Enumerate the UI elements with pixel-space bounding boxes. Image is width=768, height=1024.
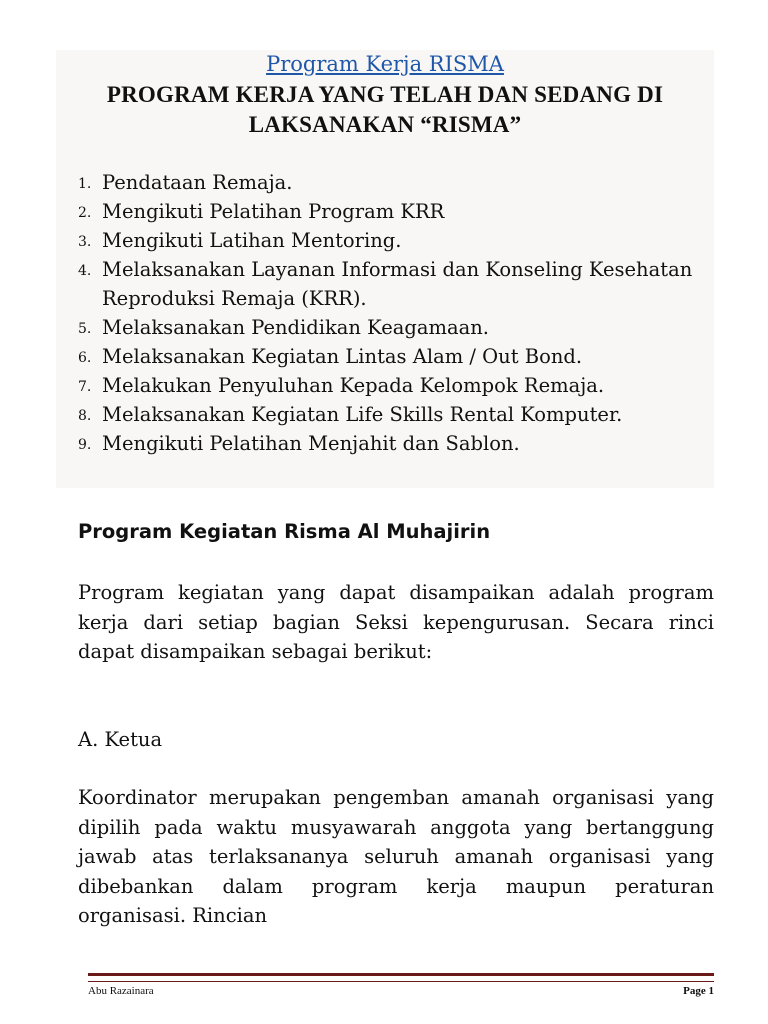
section-a-label: A. Ketua bbox=[78, 728, 163, 751]
list-item bbox=[78, 226, 708, 255]
title-link[interactable]: Program Kerja RISMA bbox=[266, 52, 504, 76]
list-number: 6. bbox=[78, 350, 92, 366]
list-text: Pendataan Remaja. bbox=[102, 171, 293, 194]
list-text: Mengikuti Latihan Mentoring. bbox=[102, 229, 402, 252]
list-number: 3. bbox=[78, 234, 92, 250]
heading-line-1: PROGRAM KERJA YANG TELAH DAN SEDANG DI bbox=[106, 82, 664, 107]
list-text: Melaksanakan Pendidikan Keagamaan. bbox=[102, 316, 490, 339]
list-item bbox=[78, 197, 708, 226]
list-item bbox=[78, 429, 708, 458]
list-number: 5. bbox=[78, 321, 92, 337]
list-text: Mengikuti Pelatihan Menjahit dan Sablon. bbox=[102, 432, 520, 455]
list-text: Melakukan Penyuluhan Kepada Kelompok Remaja. bbox=[102, 374, 605, 397]
list-text: Mengikuti Pelatihan Program KRR bbox=[102, 200, 445, 223]
list-number: 4. bbox=[78, 263, 92, 279]
list-number: 8. bbox=[78, 408, 92, 424]
footer-page-number: Page 1 bbox=[683, 985, 714, 997]
list-item bbox=[78, 313, 708, 342]
heading-line-2: LAKSANAKAN “RISMA” bbox=[248, 112, 522, 137]
list-item bbox=[78, 168, 708, 197]
footer-divider bbox=[88, 973, 714, 982]
list-item bbox=[78, 400, 708, 429]
list-number: 7. bbox=[78, 379, 92, 395]
page-heading bbox=[56, 80, 714, 140]
list-number: 2. bbox=[78, 205, 92, 221]
footer-author: Abu Razainara bbox=[88, 985, 154, 997]
list-text: Melaksanakan Kegiatan Lintas Alam / Out Bond. bbox=[102, 345, 583, 368]
section-heading: Program Kegiatan Risma Al Muhajirin bbox=[78, 520, 491, 543]
list-item bbox=[78, 342, 708, 371]
list-text: Melaksanakan Kegiatan Life Skills Rental Komputer. bbox=[102, 403, 623, 426]
intro-paragraph: Program kegiatan yang dapat disampaikan adalah program kerja dari setiap bagian Seksi kepengurusan. Secara rinci dapat disampaikan sebagai berikut: bbox=[78, 581, 714, 663]
list-item bbox=[78, 371, 708, 400]
list-number: 1. bbox=[78, 176, 92, 192]
list-text: Melaksanakan Layanan Informasi dan Konseling Kesehatan Reproduksi Remaja (KRR). bbox=[102, 258, 693, 310]
ketua-paragraph: Koordinator merupakan pengemban amanah organisasi yang dipilih pada waktu musyawarah anggota yang bertanggung jawab atas terlaksananya seluruh amanah organisasi yang dibebankan dalam program kerja maupun peraturan organisasi. Rincian bbox=[78, 786, 714, 927]
program-list bbox=[78, 168, 708, 458]
list-item bbox=[78, 255, 708, 313]
list-number: 9. bbox=[78, 437, 92, 453]
